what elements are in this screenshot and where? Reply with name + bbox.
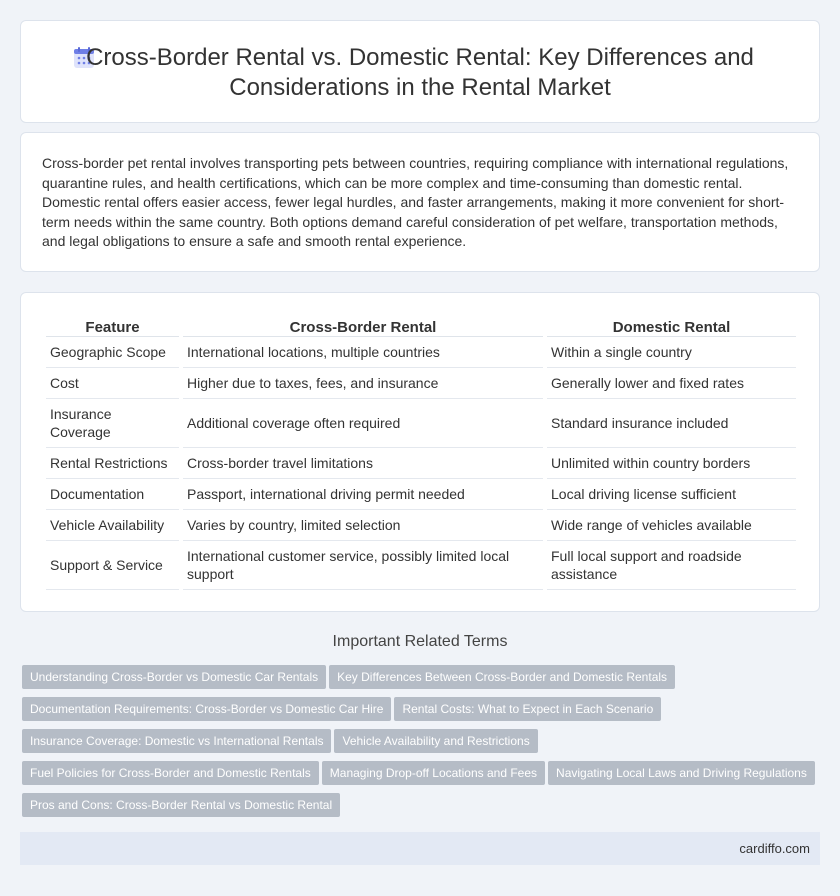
page-title-line-2: Considerations in the Rental Market — [229, 74, 611, 101]
comparison-table-card — [20, 292, 820, 612]
table-cell-cross-border: Varies by country, limited selection — [183, 510, 543, 541]
table-cell-cross-border: International customer service, possibly limited local support — [183, 541, 543, 590]
related-term-tag[interactable]: Vehicle Availability and Restrictions — [334, 729, 537, 753]
related-term-tag[interactable]: Rental Costs: What to Expect in Each Scenario — [394, 697, 661, 721]
header-card — [20, 20, 820, 123]
table-cell-cross-border: International locations, multiple countries — [183, 337, 543, 368]
table-cell-cross-border: Passport, international driving permit needed — [183, 479, 543, 510]
related-term-tag[interactable]: Fuel Policies for Cross-Border and Domestic Rentals — [22, 761, 319, 785]
page-title-line-1: Cross-Border Rental vs. Domestic Rental: Key Differences and — [86, 44, 754, 71]
header-feature: Feature — [46, 315, 179, 337]
related-term-tag[interactable]: Navigating Local Laws and Driving Regulations — [548, 761, 815, 785]
table-cell-domestic: Local driving license sufficient — [547, 479, 796, 510]
table-cell-domestic: Wide range of vehicles available — [547, 510, 796, 541]
related-terms-heading: Important Related Terms — [332, 633, 508, 650]
footer-site-link[interactable]: cardiffo.com — [739, 841, 810, 856]
table-cell-feature: Cost — [46, 368, 179, 399]
table-row — [46, 479, 796, 510]
table-cell-feature: Vehicle Availability — [46, 510, 179, 541]
tag-row — [22, 793, 822, 825]
table-row — [46, 337, 796, 368]
table-cell-domestic: Unlimited within country borders — [547, 448, 796, 479]
related-term-tag[interactable]: Understanding Cross-Border vs Domestic Car Rentals — [22, 665, 326, 689]
table-cell-domestic: Standard insurance included — [547, 399, 796, 448]
comparison-table — [42, 315, 800, 590]
table-cell-feature: Documentation — [46, 479, 179, 510]
related-term-tag[interactable]: Key Differences Between Cross-Border and Domestic Rentals — [329, 665, 675, 689]
table-row — [46, 510, 796, 541]
page-title — [21, 43, 819, 103]
tag-row — [22, 697, 822, 729]
intro-card — [20, 132, 820, 272]
table-header-row — [46, 315, 796, 337]
tag-row — [22, 729, 822, 761]
related-term-tag[interactable]: Managing Drop-off Locations and Fees — [322, 761, 545, 785]
related-terms-list — [22, 665, 822, 825]
footer — [20, 832, 820, 865]
table-cell-cross-border: Additional coverage often required — [183, 399, 543, 448]
table-row — [46, 541, 796, 590]
table-row — [46, 399, 796, 448]
header-domestic: Domestic Rental — [547, 315, 796, 337]
table-cell-domestic: Generally lower and fixed rates — [547, 368, 796, 399]
intro-paragraph: Cross-border pet rental involves transporting pets between countries, requiring compliance with international regulations, quarantine rules, and health certifications, which can be more complex and time-consuming than domestic rental. Domestic rental offers easier access, fewer legal hurdles, and faster arrangements, making it more convenient for short-term needs within the same country. Both options demand careful consideration of pet welfare, transportation methods, and legal obligations to ensure a safe and smooth rental experience. — [42, 155, 789, 249]
table-cell-domestic: Full local support and roadside assistance — [547, 541, 796, 590]
table-cell-feature: Geographic Scope — [46, 337, 179, 368]
header-cross-border: Cross-Border Rental — [183, 315, 543, 337]
table-row — [46, 448, 796, 479]
related-term-tag[interactable]: Insurance Coverage: Domestic vs International Rentals — [22, 729, 331, 753]
table-cell-cross-border: Cross-border travel limitations — [183, 448, 543, 479]
related-term-tag[interactable]: Documentation Requirements: Cross-Border vs Domestic Car Hire — [22, 697, 391, 721]
table-cell-feature: Insurance Coverage — [46, 399, 179, 448]
table-cell-feature: Rental Restrictions — [46, 448, 179, 479]
tag-row — [22, 761, 822, 793]
related-term-tag[interactable]: Pros and Cons: Cross-Border Rental vs Domestic Rental — [22, 793, 340, 817]
table-row — [46, 368, 796, 399]
tag-row — [22, 665, 822, 697]
table-cell-cross-border: Higher due to taxes, fees, and insurance — [183, 368, 543, 399]
table-cell-domestic: Within a single country — [547, 337, 796, 368]
table-cell-feature: Support & Service — [46, 541, 179, 590]
